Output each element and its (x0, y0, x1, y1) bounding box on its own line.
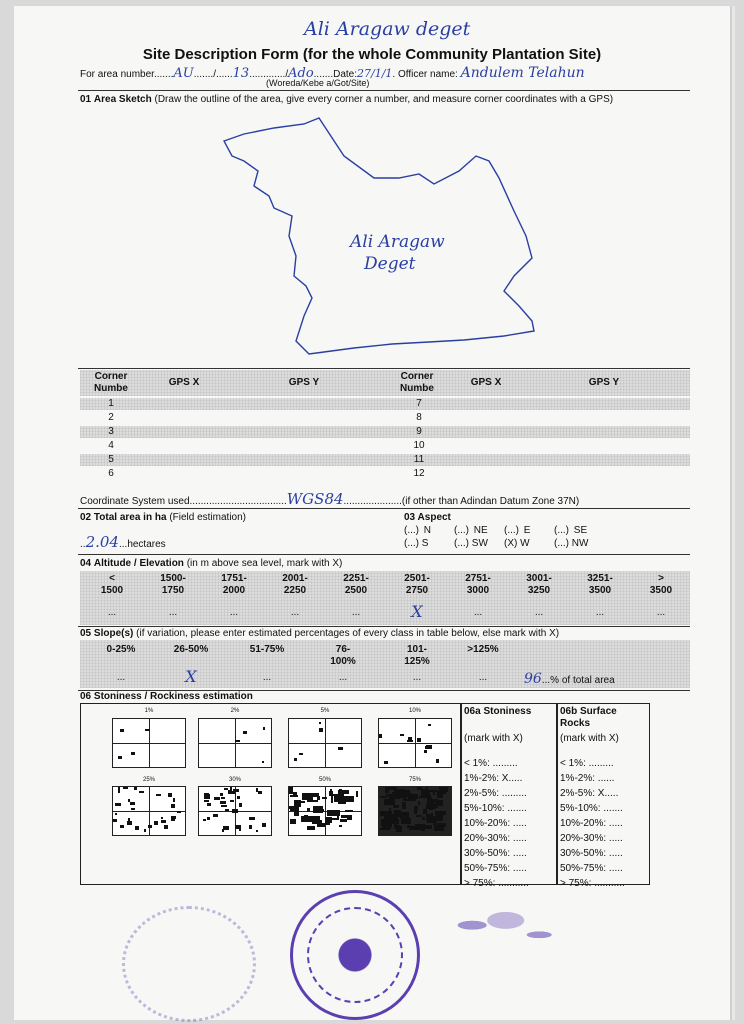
slope-class-bottom: 125% (404, 656, 430, 667)
stoniness-option[interactable]: 30%-50%: ..... (464, 848, 527, 859)
stoniness-column-title: 06a Stoniness (464, 706, 532, 717)
altitude-range-bottom: 2250 (283, 585, 307, 596)
slope-class-top: 76- (335, 644, 351, 655)
aspect-nw[interactable]: (...) NW (554, 538, 589, 549)
total-area-value: 2.04 (85, 533, 119, 551)
corner-4: 4 (108, 440, 114, 451)
stoniness-grid-label: 5% (320, 708, 330, 714)
slope-total-line: 96...% of total area (524, 671, 615, 687)
altitude-range-bottom: 1500 (100, 585, 124, 596)
corner-2: 2 (108, 412, 114, 423)
date-value: 27/1/1 (357, 67, 393, 80)
altitude-mark[interactable]: ... (595, 607, 605, 618)
aspect-w[interactable]: (X) W (504, 538, 530, 549)
divider (78, 90, 690, 91)
corner-1: 1 (108, 398, 114, 409)
stoniness-option[interactable]: < 1%: ......... (464, 758, 518, 769)
sketch-heading: 01 Area Sketch (Draw the outline of the area, give every corner a number, and measure corner coordinates with a GPS) (80, 94, 614, 105)
officer-value: Andulem Telahun (460, 65, 585, 81)
aspect-options-row2 (404, 538, 604, 549)
officer-label: Officer name: (397, 69, 458, 80)
stoniness-grid-label: 10% (408, 708, 421, 714)
surface-rocks-option[interactable]: 20%-30%: ..... (560, 833, 623, 844)
divider (78, 626, 690, 627)
altitude-range-bottom: 3250 (527, 585, 551, 596)
coordinate-system-suffix: (if other than Adindan Datum Zone 37N) (401, 496, 580, 507)
total-area-heading: 02 Total area in ha (Field estimation) (80, 512, 247, 523)
gps-y-header-right: GPS Y (588, 377, 620, 388)
stoniness-grid (288, 786, 362, 836)
altitude-range-top: < (109, 573, 115, 584)
altitude-mark[interactable]: X (411, 602, 423, 621)
corner-7: 7 (416, 398, 422, 409)
slope-class-top: 51-75% (249, 644, 285, 655)
stoniness-grid-label: 25% (142, 777, 155, 783)
slope-class-top: 0-25% (106, 644, 136, 655)
altitude-range-bottom: 3500 (649, 585, 673, 596)
aspect-options-row1 (404, 525, 604, 536)
area-number-value-3: Ado (288, 66, 314, 81)
corner-8: 8 (416, 412, 422, 423)
slope-class-top: >125% (467, 644, 499, 655)
stoniness-grid-label: 75% (408, 777, 421, 783)
official-round-stamp (290, 890, 420, 1020)
altitude-range-top: 2001- (282, 573, 308, 584)
area-number-value-1: AU (173, 66, 194, 81)
corner-number-header-right: Corner Numbe (400, 371, 434, 394)
altitude-mark[interactable]: ... (107, 607, 117, 618)
corner-10: 10 (413, 440, 425, 451)
surface-rocks-option[interactable]: 1%-2%: ...... (560, 773, 615, 784)
stoniness-grid (378, 786, 452, 836)
stoniness-grid-label: 30% (228, 777, 241, 783)
slope-class-top: 101- (406, 644, 427, 655)
stoniness-option[interactable]: 5%-10%: ....... (464, 803, 527, 814)
sketch-label: Ali Aragaw Deget (350, 232, 445, 274)
stoniness-option[interactable]: > 75%: ........... (464, 878, 529, 889)
altitude-mark[interactable]: ... (351, 607, 361, 618)
altitude-range-top: 2251- (343, 573, 369, 584)
surface-rocks-hint: (mark with X) (560, 733, 619, 744)
surface-rocks-option[interactable]: 10%-20%: ..... (560, 818, 623, 829)
aspect-ne[interactable]: (...) NE (454, 525, 488, 536)
stoniness-grid (198, 718, 272, 768)
slope-heading: 05 Slope(s) (if variation, please enter estimated percentages of every class in table below, else mark with X) (80, 628, 560, 639)
stoniness-option[interactable]: 1%-2%: X..... (464, 773, 523, 784)
faded-stamp-left (122, 906, 256, 1022)
altitude-range-bottom: 2500 (344, 585, 368, 596)
corner-6: 6 (108, 468, 114, 479)
corner-11: 11 (413, 454, 425, 465)
divider (78, 508, 690, 509)
corner-5: 5 (108, 454, 114, 465)
stoniness-grid (198, 786, 272, 836)
slope-class-bottom: 100% (330, 656, 356, 667)
surface-rocks-option[interactable]: < 1%: ......... (560, 758, 614, 769)
divider (78, 368, 690, 369)
surface-rocks-option[interactable]: 30%-50%: ..... (560, 848, 623, 859)
area-number-value-2: 13 (232, 66, 250, 81)
total-area-value-line: ..2.04...hectares (80, 533, 166, 551)
aspect-e[interactable]: (...) E (504, 525, 531, 536)
surface-rocks-option[interactable]: 50%-75%: ..... (560, 863, 623, 874)
altitude-heading: 04 Altitude / Elevation (in m above sea level, mark with X) (80, 558, 343, 569)
stoniness-grid-label: 2% (230, 708, 240, 714)
altitude-range-bottom: 3500 (588, 585, 612, 596)
altitude-mark[interactable]: ... (656, 607, 666, 618)
altitude-range-top: 1751- (221, 573, 247, 584)
aspect-se[interactable]: (...) SE (554, 525, 588, 536)
aspect-sw[interactable]: (...) SW (454, 538, 488, 549)
altitude-mark[interactable]: ... (290, 607, 300, 618)
slope-mark[interactable]: ... (412, 672, 422, 683)
stoniness-grid-label: 50% (318, 777, 331, 783)
gps-x-header-right: GPS X (470, 377, 502, 388)
stoniness-option[interactable]: 2%-5%: ......... (464, 788, 527, 799)
stoniness-heading: 06 Stoniness / Rockiness estimation (80, 691, 253, 702)
gps-y-header: GPS Y (288, 377, 320, 388)
altitude-mark[interactable]: ... (229, 607, 239, 618)
surface-rocks-option[interactable]: 2%-5%: X..... (560, 788, 619, 799)
slope-mark[interactable]: X (185, 667, 197, 686)
corner-12: 12 (413, 468, 425, 479)
stoniness-grid (112, 786, 186, 836)
slope-mark[interactable]: ... (116, 672, 126, 683)
signature-stamp-mark (432, 906, 566, 954)
form-page (14, 6, 730, 1020)
surface-rocks-option[interactable]: 5%-10%: ....... (560, 803, 623, 814)
form-title: Site Description Form (for the whole Community Plantation Site) (142, 46, 602, 63)
stoniness-grid (378, 718, 452, 768)
aspect-heading: 03 Aspect (404, 512, 451, 523)
slope-total-label: % of total area (550, 675, 615, 686)
coordinate-system-line: Coordinate System used...................................WGS84.....................(if other than Adindan Datum Zone 37N) (80, 490, 580, 508)
stoniness-option[interactable]: 50%-75%: ..... (464, 863, 527, 874)
aspect-n[interactable]: (...) N (404, 525, 431, 536)
altitude-range-bottom: 1750 (161, 585, 185, 596)
stoniness-grid (288, 718, 362, 768)
area-number-line: For area number.......AU......./......13............./Ado.......Date:27/1/1. Officer name: Andulem Telahun (80, 65, 585, 81)
coordinate-system-label: Coordinate System used (80, 496, 190, 507)
slope-class-top: 26-50% (173, 644, 209, 655)
stoniness-grid (112, 718, 186, 768)
altitude-range-top: 2501- (404, 573, 430, 584)
altitude-range-bottom: 2750 (405, 585, 429, 596)
altitude-range-bottom: 3000 (466, 585, 490, 596)
aspect-s[interactable]: (...) S (404, 538, 429, 549)
altitude-range-top: 3251- (587, 573, 613, 584)
stoniness-option[interactable]: 20%-30%: ..... (464, 833, 527, 844)
gps-x-header: GPS X (168, 377, 200, 388)
surface-rocks-option[interactable]: > 75%: ........... (560, 878, 625, 889)
stoniness-grid-label: 1% (144, 708, 154, 714)
stoniness-option[interactable]: 10%-20%: ..... (464, 818, 527, 829)
total-area-unit: hectares (127, 539, 166, 550)
slope-mark[interactable]: ... (478, 672, 488, 683)
altitude-range-top: > (658, 573, 664, 584)
divider (78, 554, 690, 555)
date-label: Date: (333, 69, 358, 80)
surface-rocks-title: 06b Surface Rocks (560, 706, 617, 729)
stoniness-column-hint: (mark with X) (464, 733, 523, 744)
slope-mark[interactable]: ... (262, 672, 272, 683)
altitude-mark[interactable]: ... (168, 607, 178, 618)
corner-3: 3 (108, 426, 114, 437)
altitude-range-top: 1500- (160, 573, 186, 584)
corner-9: 9 (416, 426, 422, 437)
slope-mark[interactable]: ... (338, 672, 348, 683)
handwritten-site-name: Ali Aragaw deget (304, 18, 471, 40)
altitude-mark[interactable]: ... (473, 607, 483, 618)
corner-number-header: Corner Numbe (94, 371, 128, 394)
coordinate-system-value: WGS84 (286, 490, 344, 508)
altitude-range-bottom: 2000 (222, 585, 246, 596)
area-number-label: For area number (80, 69, 154, 80)
area-number-hint: (Woreda/Kebe a/Got/Site) (266, 78, 370, 88)
altitude-range-top: 3001- (526, 573, 552, 584)
altitude-mark[interactable]: ... (534, 607, 544, 618)
slope-total-value: 96 (524, 671, 542, 687)
altitude-range-top: 2751- (465, 573, 491, 584)
